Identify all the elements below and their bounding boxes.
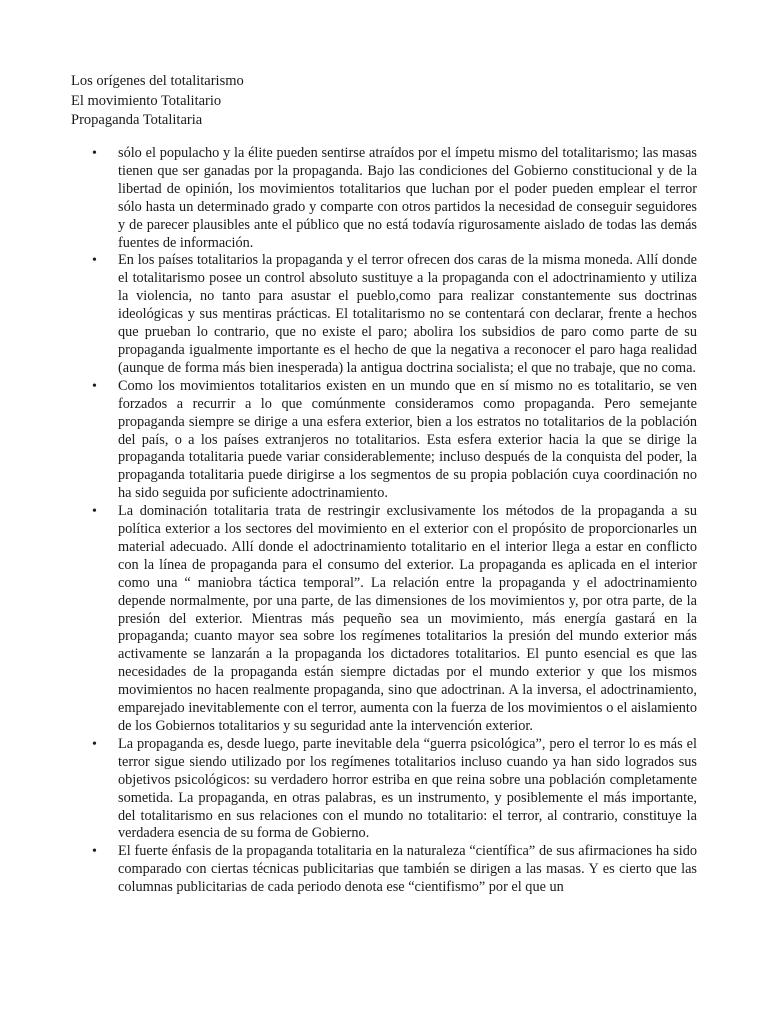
list-item-text: Como los movimientos totalitarios existen en un mundo que en sí mismo no es totalitario, se ven forzados a recurrir a lo que comúnmente consideramos como propaganda. Pero semejante propaganda siempre se dirige a una esfera exterior, bien a los estratos no totalitarios de la población del país, o a los países extranjeros no totalitarios. Esta esfera exterior hacia la que se dirige la propaganda totalitaria puede variar considerablemente; incluso después de la conquista del poder, la propaganda totalitaria puede dirigirse a los segmentos de su propia población cuya coordinación no ha sido seguida por suficiente adoctrinamiento.: [118, 377, 697, 502]
list-item: [0, 736, 697, 843]
heading-subsection-title: Propaganda Totalitaria: [71, 112, 203, 128]
heading-book-title: Los orígenes del totalitarismo: [71, 73, 244, 89]
list-item-text: sólo el populacho y la élite pueden sentirse atraídos por el ímpetu mismo del totalitarismo; las masas tienen que ser ganadas por la propaganda. Bajo las condiciones del Gobierno constitucional y de la libertad de opinión, los movimientos totalitarios que luchan por el poder pueden emplear el terror sólo hasta un determinado grado y comparte con otros partidos la necesidad de conseguir seguidores y de parecer plausibles ante el público que no está todavía rigurosamente aislado de todas las demás fuentes de información.: [118, 145, 697, 251]
list-item-text: La dominación totalitaria trata de restringir exclusivamente los métodos de la propaganda a su política exterior a los sectores del movimiento en el exterior con el propósito de proporcionarles un material adecuado. Allí donde el adoctrinamiento totalitario en el interior llega a estar en conflicto con la línea de propaganda para el consumo del exterior. La propaganda es aplicada en el interior como una “ maniobra táctica temporal”. La relación entre la propaganda y el adoctrinamiento depende normalmente, por una parte, de las dimensiones de los movimientos y, por otra parte, de la presión del exterior. Mientras más pequeño sea un movimiento, más energía gastará en la propaganda; cuanto mayor sea sobre los regímenes totalitarios la presión del mundo exterior más activamente se lanzarán a la propaganda los dictadores totalitarios. El punto esencial es que las necesidades de la propaganda están siempre dictadas por el mundo exterior y que los mismos movimientos no hacen realmente propaganda, sino que adoctrinan. A la inversa, el adoctrinamiento, emparejado inevitablemente con el terror, aumenta con la fuerza de los movimientos o el aislamiento de los Gobiernos totalitarios y su seguridad ante la intervención exterior.: [118, 503, 697, 734]
list-item: [0, 378, 697, 503]
list-item: [0, 843, 697, 897]
list-item: [0, 503, 697, 736]
bullet-icon: •: [92, 844, 97, 860]
list-item: [0, 252, 697, 377]
bullet-icon: •: [92, 253, 97, 269]
list-item-text: En los países totalitarios la propaganda y el terror ofrecen dos caras de la misma moneda. Allí donde el totalitarismo posee un control absoluto sustituye a la propaganda con el adoctrinamiento y utiliza la violencia, no tanto para asustar el pueblo,como para realizar constantemente sus doctrinas ideológicas y sus mentiras prácticas. El totalitarismo no se contentará con declarar, frente a hechos que prueban lo contrario, que no existe el paro; abolira los subsidios de paro como parte de su propaganda igualmente importante es el hecho de que la negativa a reconocer el paro haga realidad (aunque de forma más bien inesperada) la antigua doctrina socialista; el que no trabaje, que no coma.: [118, 252, 697, 376]
bullet-list: [0, 145, 768, 897]
list-item-text: La propaganda es, desde luego, parte inevitable dela “guerra psicológica”, pero el terror lo es más el terror sigue siendo utilizado por los regímenes totalitarios incluso cuando ya han sido logrados sus objetivos psicológicos: su verdadero horror estriba en que reina sobre una población completamente sometida. La propaganda, en otras palabras, es un instrumento, y posiblemente el más importante, del totalitarismo en sus relaciones con el mundo no totalitario: el terror, al contrario, constituye la verdadera esencia de su forma de Gobierno.: [118, 735, 697, 842]
bullet-icon: •: [92, 146, 97, 161]
bullet-icon: •: [92, 736, 97, 752]
list-item: [0, 145, 697, 252]
heading-section-title: El movimiento Totalitario: [71, 92, 222, 109]
document-headings: [71, 72, 691, 131]
bullet-icon: •: [92, 378, 97, 394]
bullet-icon: •: [92, 504, 97, 520]
list-item-text: El fuerte énfasis de la propaganda totalitaria en la naturaleza “científica” de sus afirmaciones ha sido comparado con ciertas técnicas publicitarias que también se dirigen a las masas. Y es cierto que las columnas publicitarias de cada periodo denota ese “cientifismo” por el que un: [118, 843, 697, 896]
